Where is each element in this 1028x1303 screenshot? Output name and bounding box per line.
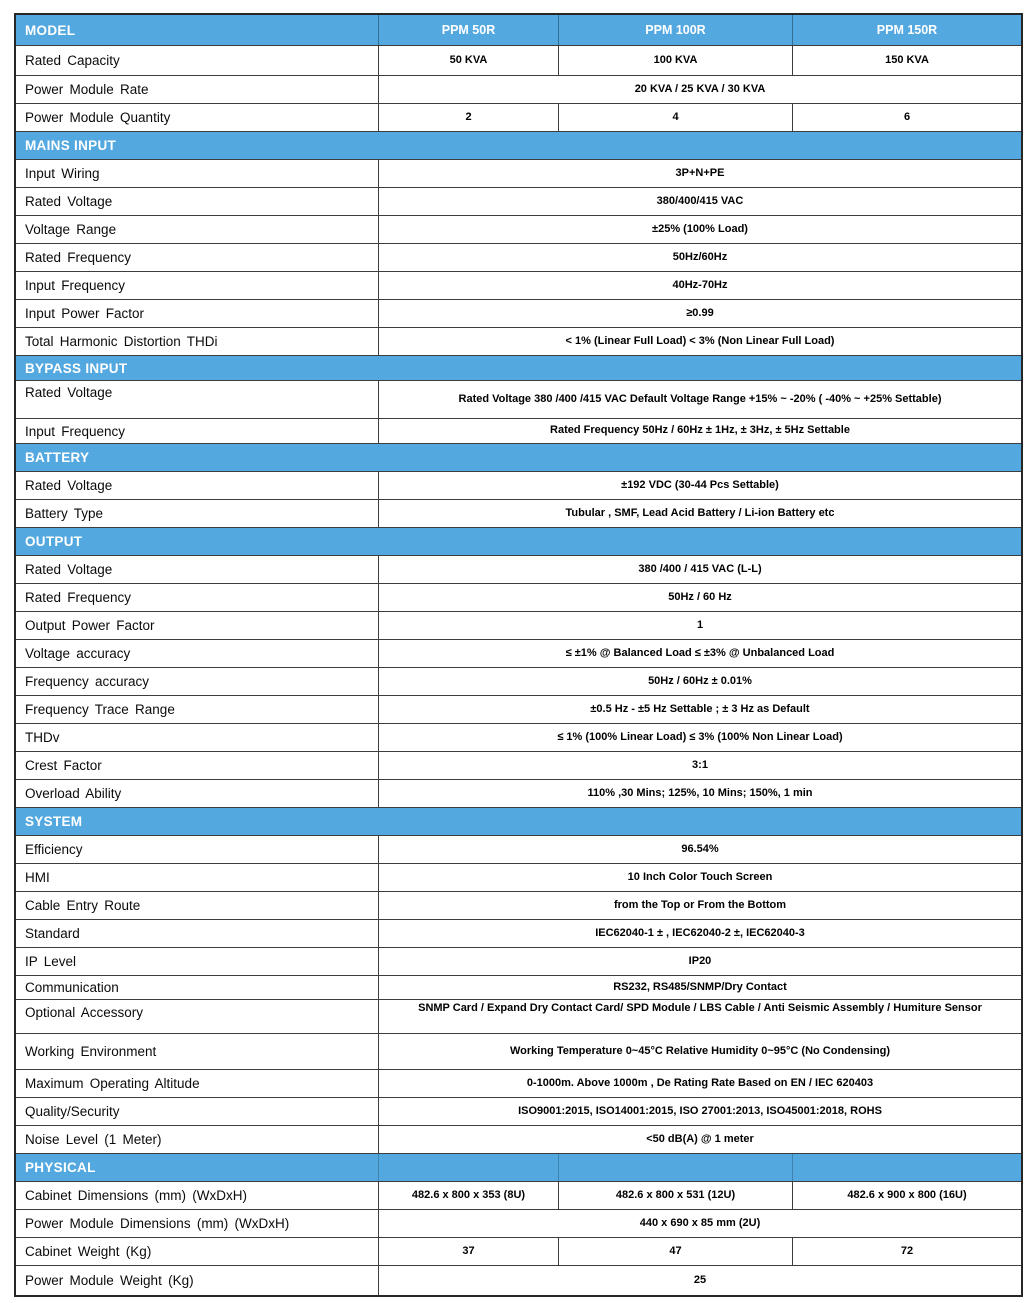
row-label-cell xyxy=(16,1266,378,1295)
row-value: 1 xyxy=(696,618,704,631)
spec-row-maximum-operating-altitude xyxy=(16,1069,1021,1097)
spec-row-input-wiring xyxy=(16,159,1021,187)
row-label-cell xyxy=(16,1238,378,1265)
section-header-spacer xyxy=(792,1154,1021,1181)
row-label-cell xyxy=(16,752,378,779)
row-value-cell xyxy=(792,104,1021,131)
spec-row-hmi xyxy=(16,863,1021,891)
spec-row-rated-capacity xyxy=(16,45,1021,75)
spec-row-working-environment xyxy=(16,1033,1021,1069)
row-value-cell xyxy=(378,612,1021,639)
row-value-cell xyxy=(378,272,1021,299)
row-label: Efficiency xyxy=(25,842,83,857)
section-title-text: MAINS INPUT xyxy=(25,138,117,153)
row-label: Input Power Factor xyxy=(25,306,145,321)
row-label: Power Module Quantity xyxy=(25,110,171,125)
column-header-text: PPM 100R xyxy=(645,23,706,37)
row-value: RS232, RS485/SNMP/Dry Contact xyxy=(613,980,787,993)
row-value: ±25% (100% Load) xyxy=(652,222,748,235)
row-label-cell xyxy=(16,556,378,583)
spec-row-power-module-rate xyxy=(16,75,1021,103)
row-value-cell xyxy=(558,46,792,75)
spec-row-battery-rated-voltage xyxy=(16,471,1021,499)
row-label-cell xyxy=(16,696,378,723)
spec-row-power-module-weight xyxy=(16,1265,1021,1295)
row-label-cell xyxy=(16,1182,378,1209)
row-value-cell xyxy=(378,640,1021,667)
row-label: Rated Capacity xyxy=(25,53,120,68)
row-value: 50Hz / 60Hz ± 0.01% xyxy=(648,674,752,687)
spec-row-bypass-rated-voltage xyxy=(16,380,1021,418)
row-label: Frequency accuracy xyxy=(25,674,150,689)
row-label: Cabinet Dimensions (mm) (WxDxH) xyxy=(25,1188,248,1203)
row-value: 2 xyxy=(465,110,472,123)
section-title xyxy=(16,444,1021,471)
row-value-cell xyxy=(378,46,558,75)
column-header-1 xyxy=(378,15,558,45)
row-value: ≤ ±1% @ Balanced Load ≤ ±3% @ Unbalanced Load xyxy=(565,646,835,659)
row-value: 3:1 xyxy=(692,758,708,771)
row-value: 20 KVA / 25 KVA / 30 KVA xyxy=(634,82,766,95)
row-value-cell xyxy=(792,1182,1021,1209)
spec-row-crest-factor xyxy=(16,751,1021,779)
row-value: IP20 xyxy=(688,954,712,967)
row-label-cell xyxy=(16,300,378,327)
row-value-cell xyxy=(378,188,1021,215)
row-label-cell xyxy=(16,104,378,131)
row-label-cell xyxy=(16,864,378,891)
row-value-cell xyxy=(378,1098,1021,1125)
row-value-cell xyxy=(378,1210,1021,1237)
row-value: 50Hz / 60 Hz xyxy=(668,590,732,603)
row-value: ≥0.99 xyxy=(686,306,714,319)
spec-row-frequency-accuracy xyxy=(16,667,1021,695)
row-value: 100 KVA xyxy=(653,53,698,66)
row-label-cell xyxy=(16,836,378,863)
spec-row-voltage-range xyxy=(16,215,1021,243)
row-value: from the Top or From the Bottom xyxy=(613,898,787,911)
row-label: Communication xyxy=(25,980,119,995)
spec-row-rated-voltage xyxy=(16,187,1021,215)
row-value-cell xyxy=(378,920,1021,947)
row-value-cell xyxy=(378,328,1021,355)
row-value: Working Temperature 0~45°C Relative Humidity 0~95°C (No Condensing) xyxy=(509,1044,891,1057)
spec-row-power-module-quantity xyxy=(16,103,1021,131)
row-label-cell xyxy=(16,216,378,243)
row-label-cell xyxy=(16,948,378,975)
column-header-3 xyxy=(792,15,1021,45)
spec-row-optional-accessory xyxy=(16,999,1021,1033)
row-label-cell xyxy=(16,244,378,271)
row-value-cell xyxy=(378,381,1021,418)
column-header-2 xyxy=(558,15,792,45)
row-label: Noise Level (1 Meter) xyxy=(25,1132,162,1147)
row-value: 380 /400 / 415 VAC (L-L) xyxy=(638,562,762,575)
row-label: Voltage accuracy xyxy=(25,646,131,661)
section-header-spacer xyxy=(558,1154,792,1181)
row-value: 380/400/415 VAC xyxy=(656,194,744,207)
row-value: IEC62040-1 ± , IEC62040-2 ±, IEC62040-3 xyxy=(595,926,805,939)
row-value-cell xyxy=(378,696,1021,723)
row-label-cell xyxy=(16,272,378,299)
spec-table xyxy=(14,13,1023,1297)
section-title xyxy=(16,15,378,45)
section-header-model xyxy=(16,15,1021,45)
row-label: HMI xyxy=(25,870,50,885)
section-header-battery xyxy=(16,443,1021,471)
row-label: Rated Frequency xyxy=(25,250,132,265)
spec-row-ip-level xyxy=(16,947,1021,975)
row-value: 50 KVA xyxy=(449,53,488,66)
row-label: Input Wiring xyxy=(25,166,100,181)
row-value-cell xyxy=(378,752,1021,779)
row-value-cell xyxy=(378,948,1021,975)
row-label-cell xyxy=(16,640,378,667)
column-header-text: PPM 50R xyxy=(441,23,496,37)
row-value-cell xyxy=(378,724,1021,751)
section-title-text: PHYSICAL xyxy=(25,1160,96,1175)
row-value: 110% ,30 Mins; 125%, 10 Mins; 150%, 1 min xyxy=(587,786,813,799)
section-header-spacer xyxy=(378,1154,558,1181)
spec-row-bypass-input-frequency xyxy=(16,418,1021,443)
section-title-text: BYPASS INPUT xyxy=(25,360,128,376)
row-value-cell xyxy=(792,46,1021,75)
row-label-cell xyxy=(16,920,378,947)
row-label: Battery Type xyxy=(25,506,104,521)
row-value-cell xyxy=(378,892,1021,919)
row-label: Optional Accessory xyxy=(25,1005,144,1020)
row-label: Maximum Operating Altitude xyxy=(25,1076,200,1091)
row-label: Crest Factor xyxy=(25,758,102,773)
spec-row-efficiency xyxy=(16,835,1021,863)
row-label: Standard xyxy=(25,926,80,941)
row-value-cell xyxy=(378,244,1021,271)
row-value-cell xyxy=(378,836,1021,863)
row-value-cell xyxy=(378,500,1021,527)
spec-row-cabinet-weight xyxy=(16,1237,1021,1265)
spec-row-rated-frequency xyxy=(16,243,1021,271)
row-label: Cable Entry Route xyxy=(25,898,141,913)
row-value: 72 xyxy=(900,1244,914,1257)
row-value: < 1% (Linear Full Load) < 3% (Non Linear Full Load) xyxy=(565,334,835,347)
row-value-cell xyxy=(378,668,1021,695)
spec-row-communication xyxy=(16,975,1021,999)
row-value: 96.54% xyxy=(681,842,719,855)
section-title-text: MODEL xyxy=(25,22,76,38)
row-value-cell xyxy=(378,1126,1021,1153)
spec-row-battery-type xyxy=(16,499,1021,527)
row-value: 50Hz/60Hz xyxy=(672,250,728,263)
row-label-cell xyxy=(16,76,378,103)
row-label-cell xyxy=(16,1070,378,1097)
section-header-mains-input xyxy=(16,131,1021,159)
row-label: Frequency Trace Range xyxy=(25,702,175,717)
row-value-cell xyxy=(378,1000,1021,1033)
section-header-physical xyxy=(16,1153,1021,1181)
spec-row-output-rated-voltage xyxy=(16,555,1021,583)
row-label: Rated Voltage xyxy=(25,194,113,209)
spec-row-noise-level xyxy=(16,1125,1021,1153)
row-value: <50 dB(A) @ 1 meter xyxy=(646,1132,754,1145)
row-value: ≤ 1% (100% Linear Load) ≤ 3% (100% Non Linear Load) xyxy=(557,730,843,743)
row-value: Rated Voltage 380 /400 /415 VAC Default Voltage Range +15% ~ -20% ( -40% ~ +25% Settable) xyxy=(458,392,942,405)
row-value-cell xyxy=(378,780,1021,807)
row-label-cell xyxy=(16,472,378,499)
row-value: 6 xyxy=(903,110,911,123)
row-value-cell xyxy=(558,1182,792,1209)
row-value-cell xyxy=(378,104,558,131)
row-label-cell xyxy=(16,419,378,443)
row-label: Overload Ability xyxy=(25,786,122,801)
section-title xyxy=(16,808,1021,835)
row-value-cell xyxy=(378,1034,1021,1069)
row-value-cell xyxy=(378,1238,558,1265)
row-value: 47 xyxy=(669,1244,682,1257)
row-label: Power Module Weight (Kg) xyxy=(25,1273,194,1288)
row-value-cell xyxy=(378,76,1021,103)
spec-row-frequency-trace-range xyxy=(16,695,1021,723)
section-header-bypass-input xyxy=(16,355,1021,380)
spec-row-power-module-dimensions xyxy=(16,1209,1021,1237)
row-value: ISO9001:2015, ISO14001:2015, ISO 27001:2013, ISO45001:2018, ROHS xyxy=(518,1104,882,1117)
row-value: 482.6 x 900 x 800 (16U) xyxy=(847,1188,967,1201)
row-value-cell xyxy=(378,864,1021,891)
row-label: Voltage Range xyxy=(25,222,117,237)
row-value-cell xyxy=(378,300,1021,327)
row-label: Rated Frequency xyxy=(25,590,132,605)
row-label-cell xyxy=(16,500,378,527)
row-label-cell xyxy=(16,160,378,187)
row-value: 25 xyxy=(693,1273,707,1286)
section-title xyxy=(16,356,1021,380)
row-value-cell xyxy=(378,1182,558,1209)
row-label: Working Environment xyxy=(25,1044,157,1059)
spec-row-output-rated-frequency xyxy=(16,583,1021,611)
row-value-cell xyxy=(378,472,1021,499)
row-label-cell xyxy=(16,724,378,751)
row-value-cell xyxy=(378,216,1021,243)
row-label-cell xyxy=(16,668,378,695)
row-label: Input Frequency xyxy=(25,278,126,293)
row-label: Quality/Security xyxy=(25,1104,120,1119)
spec-row-input-power-factor xyxy=(16,299,1021,327)
row-value: 0-1000m. Above 1000m , De Rating Rate Based on EN / IEC 620403 xyxy=(526,1076,874,1089)
row-label: Input Frequency xyxy=(25,423,126,439)
row-label: Rated Voltage xyxy=(25,478,113,493)
row-label-cell xyxy=(16,892,378,919)
row-value: Rated Frequency 50Hz / 60Hz ± 1Hz, ± 3Hz, ± 5Hz Settable xyxy=(550,424,850,437)
row-label-cell xyxy=(16,976,378,999)
column-header-text: PPM 150R xyxy=(876,23,938,37)
row-label: Power Module Dimensions (mm) (WxDxH) xyxy=(25,1216,290,1231)
row-label-cell xyxy=(16,1126,378,1153)
spec-row-overload-ability xyxy=(16,779,1021,807)
row-label-cell xyxy=(16,1034,378,1069)
section-title xyxy=(16,528,1021,555)
row-value-cell xyxy=(378,1070,1021,1097)
section-title-text: SYSTEM xyxy=(25,814,83,829)
row-value: 482.6 x 800 x 353 (8U) xyxy=(411,1188,526,1201)
row-label-cell xyxy=(16,612,378,639)
row-value-cell xyxy=(558,1238,792,1265)
row-label: IP Level xyxy=(25,954,77,969)
section-title-text: BATTERY xyxy=(25,450,90,465)
spec-row-output-power-factor xyxy=(16,611,1021,639)
row-label-cell xyxy=(16,780,378,807)
row-label-cell xyxy=(16,1210,378,1237)
section-title-text: OUTPUT xyxy=(25,534,83,549)
row-value-cell xyxy=(378,976,1021,999)
row-label: Cabinet Weight (Kg) xyxy=(25,1244,152,1259)
row-value-cell xyxy=(792,1238,1021,1265)
row-value: ±0.5 Hz - ±5 Hz Settable ; ± 3 Hz as Default xyxy=(590,702,810,715)
row-label-cell xyxy=(16,328,378,355)
row-label-cell xyxy=(16,381,378,418)
section-title xyxy=(16,132,1021,159)
spec-row-standard xyxy=(16,919,1021,947)
spec-row-voltage-accuracy xyxy=(16,639,1021,667)
row-label: Total Harmonic Distortion THDi xyxy=(25,334,218,349)
row-value-cell xyxy=(378,160,1021,187)
row-value: 150 KVA xyxy=(885,53,929,66)
row-value-cell xyxy=(378,1266,1021,1295)
section-title xyxy=(16,1154,378,1181)
row-label-cell xyxy=(16,188,378,215)
row-label-cell xyxy=(16,1000,378,1033)
row-label-cell xyxy=(16,1098,378,1125)
row-value: Tubular , SMF, Lead Acid Battery / Li-ion Battery etc xyxy=(565,506,835,519)
row-label: Power Module Rate xyxy=(25,82,149,97)
spec-row-cable-entry-route xyxy=(16,891,1021,919)
row-value: ±192 VDC (30-44 Pcs Settable) xyxy=(621,478,779,491)
row-value: 440 x 690 x 85 mm (2U) xyxy=(639,1216,761,1229)
row-value-cell xyxy=(378,584,1021,611)
row-value: SNMP Card / Expand Dry Contact Card/ SPD Module / LBS Cable / Anti Seismic Assembly / Humiture Sensor xyxy=(418,1002,982,1014)
row-value: 10 Inch Color Touch Screen xyxy=(627,870,773,883)
spec-row-thdi xyxy=(16,327,1021,355)
row-label: THDv xyxy=(25,730,60,745)
row-label: Output Power Factor xyxy=(25,618,155,633)
row-value: 40Hz-70Hz xyxy=(672,278,728,291)
row-value: 482.6 x 800 x 531 (12U) xyxy=(615,1188,736,1201)
row-value-cell xyxy=(378,419,1021,443)
spec-row-input-frequency xyxy=(16,271,1021,299)
section-header-system xyxy=(16,807,1021,835)
row-label: Rated Voltage xyxy=(25,562,113,577)
row-label: Rated Voltage xyxy=(25,385,113,400)
row-value: 37 xyxy=(462,1244,475,1257)
spec-row-cabinet-dimensions xyxy=(16,1181,1021,1209)
spec-row-thdv xyxy=(16,723,1021,751)
row-label-cell xyxy=(16,46,378,75)
spec-row-quality-security xyxy=(16,1097,1021,1125)
row-value: 4 xyxy=(672,110,679,123)
row-value: 3P+N+PE xyxy=(675,166,725,179)
row-value-cell xyxy=(378,556,1021,583)
row-label-cell xyxy=(16,584,378,611)
row-value-cell xyxy=(558,104,792,131)
section-header-output xyxy=(16,527,1021,555)
